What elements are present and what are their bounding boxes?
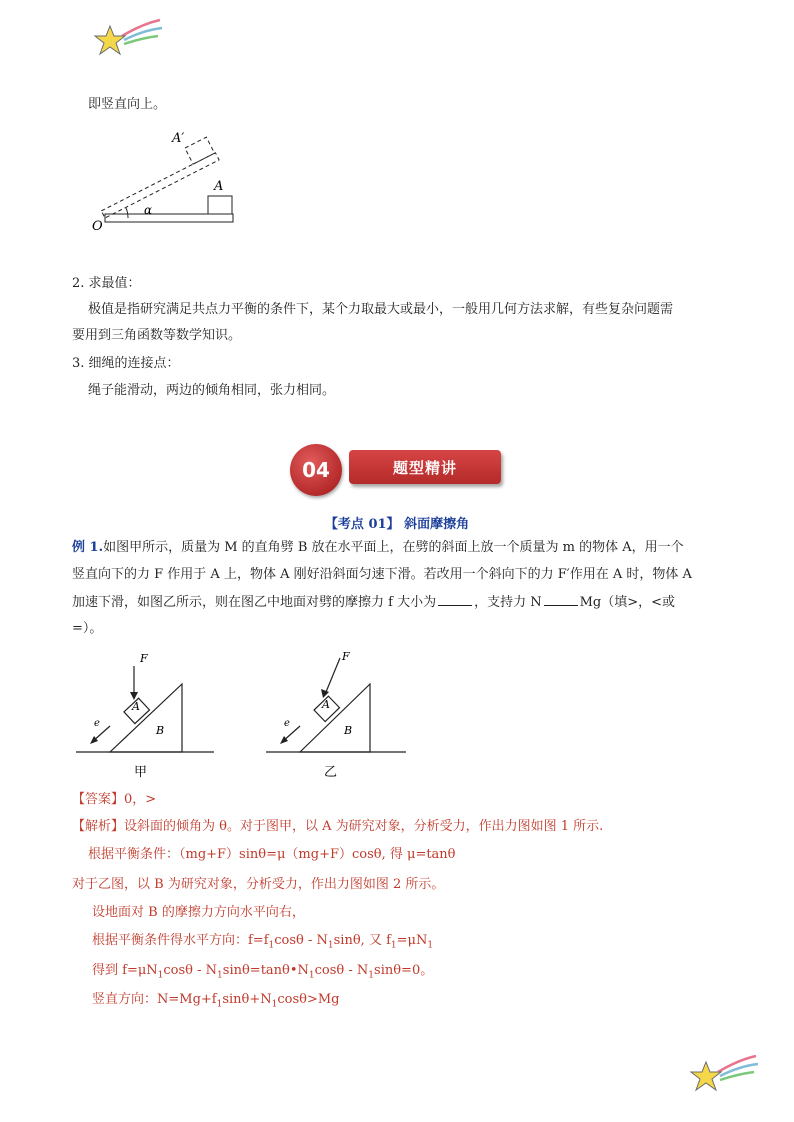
answer-tag: 【答案】 xyxy=(72,792,125,807)
item3-body: 绳子能滑动，两边的倾角相同，张力相同。 xyxy=(88,383,336,398)
formula-part: sinθ+N xyxy=(222,992,272,1007)
label-a: A xyxy=(214,179,224,194)
analysis-line xyxy=(92,932,433,955)
item2-body-line: 极值是指研究满足共点力平衡的条件下，某个力取最大或最小，一般用几何方法求解，有些复杂问题需 xyxy=(88,302,674,317)
label-e: e xyxy=(94,718,100,729)
formula-part: cosθ - N xyxy=(314,963,369,978)
text-line: 即竖直向上。 xyxy=(88,97,167,112)
example-line: Mg（填>，<或 xyxy=(579,595,676,610)
section-title-banner: 题型精讲 xyxy=(349,450,501,484)
label-f: F xyxy=(342,650,350,663)
label-b: B xyxy=(344,724,353,737)
analysis-line: 设斜面的倾角为 θ。对于图甲，以 A 为研究对象，分析受力，作出力图如图 1 所示. xyxy=(124,819,604,834)
formula-part: 根据平衡条件得水平方向：f=f xyxy=(92,933,269,948)
subscript: 1 xyxy=(216,999,223,1010)
analysis-line xyxy=(92,962,433,985)
formula-part: cosθ - N xyxy=(163,963,218,978)
kaodian-heading: 【考点 01】 斜面摩擦角 xyxy=(324,517,470,532)
rotation-figure xyxy=(88,126,248,236)
label-a: A xyxy=(132,700,140,713)
example-line: ，支持力 N xyxy=(474,595,542,610)
subscript: 1 xyxy=(217,970,223,981)
formula-part: sinθ=0。 xyxy=(374,963,434,978)
formula-part: sinθ, 又 f xyxy=(333,933,391,948)
label-alpha: α xyxy=(144,203,153,217)
subscript: 1 xyxy=(157,970,164,981)
analysis-line: 设地面对 B 的摩擦力方向水平向右， xyxy=(92,905,305,920)
formula-part: sinθ=tanθ•N xyxy=(222,963,309,978)
subscript: 1 xyxy=(427,940,434,951)
analysis-line xyxy=(92,991,340,1014)
subscript: 1 xyxy=(268,940,275,951)
subscript: 1 xyxy=(390,940,397,951)
formula-part: cosθ>Mg xyxy=(277,992,340,1007)
label-o: O xyxy=(92,219,103,234)
formula-part: cosθ - N xyxy=(274,933,328,948)
figure-jia xyxy=(74,648,224,784)
subscript: 1 xyxy=(368,970,375,981)
label-b: B xyxy=(156,724,165,737)
subscript: 1 xyxy=(271,999,278,1010)
subscript: 1 xyxy=(308,970,315,981)
analysis-line: 根据平衡条件：（mg+F）sinθ=μ（mg+F）cosθ, 得 μ=tanθ xyxy=(88,847,456,862)
formula-part: 竖直方向：N=Mg+f xyxy=(92,992,217,1007)
figure-yi xyxy=(264,648,414,784)
label-a: A xyxy=(322,698,330,711)
item3-title: 3. 细绳的连接点： xyxy=(72,356,180,371)
answer-text: 0，> xyxy=(124,792,157,807)
label-e: e xyxy=(284,718,290,729)
example-line: 加速下滑，如图乙所示，则在图乙中地面对劈的摩擦力 f 大小为 xyxy=(72,595,437,610)
analysis-tag: 【解析】 xyxy=(72,819,125,834)
example-line: =）。 xyxy=(72,621,103,636)
star-decoration-icon xyxy=(92,16,164,60)
section-number-badge: 04 xyxy=(290,444,342,496)
caption-jia: 甲 xyxy=(134,765,148,780)
item2-title: 2. 求最值： xyxy=(72,276,141,291)
item2-body-line: 要用到三角函数等数学知识。 xyxy=(72,328,242,343)
example-label: 例 1. xyxy=(72,540,104,555)
example-line: 竖直向下的力 F 作用于 A 上，物体 A 刚好沿斜面匀速下滑。若改用一个斜向下的力 F′作用在 A 时，物体 A xyxy=(72,567,692,582)
subscript: 1 xyxy=(327,940,334,951)
blank-friction xyxy=(438,593,472,606)
caption-yi: 乙 xyxy=(324,765,338,780)
star-decoration-icon xyxy=(688,1052,760,1096)
example-line: 如图甲所示，质量为 M 的直角劈 B 放在水平面上，在劈的斜面上放一个质量为 m 的物体 A，用一个 xyxy=(103,540,684,555)
label-f: F xyxy=(140,652,148,665)
formula-part: 得到 f=μN xyxy=(92,963,158,978)
blank-support xyxy=(544,593,578,606)
formula-part: =μN xyxy=(396,933,428,948)
analysis-line: 对于乙图，以 B 为研究对象，分析受力，作出力图如图 2 所示。 xyxy=(72,877,445,892)
label-a-prime: A′ xyxy=(172,131,185,146)
